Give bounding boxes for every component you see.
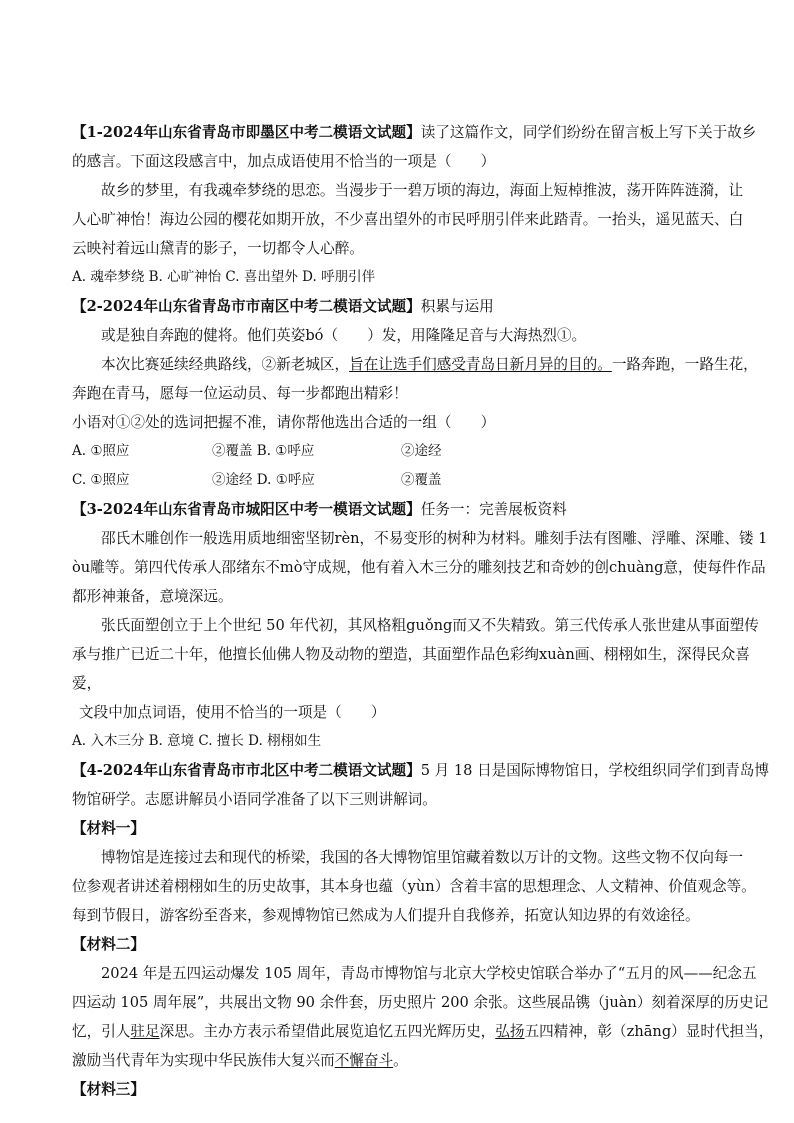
q3-options: A. 入木三分 B. 意境 C. 擅长 D. 栩栩如生 xyxy=(72,733,322,749)
q1-intro-2: 的感言。下面这段感言中，加点成语使用不恰当的一项是（ ） xyxy=(72,153,496,170)
underlined-zhuzu: 驻足 xyxy=(130,1023,160,1040)
material-2-para-3: 忆，引人驻足深思。主办方表示希望借此展览追忆五四光辉历史，弘扬五四精神，彰（zhāng）显时代担当， xyxy=(72,1023,774,1040)
q2-intro: 积累与运用 xyxy=(420,298,494,315)
document-page xyxy=(72,118,774,1104)
q3-para-3: 都形神兼备，意境深远。 xyxy=(72,588,233,605)
q4-line-1 xyxy=(72,756,769,785)
q2-option-b2: ②途经 xyxy=(401,443,442,459)
q2-option-c: C. ①照应 xyxy=(72,472,130,488)
q1-options: A. 魂牵梦绕 B. 心旷神怡 C. 喜出望外 D. 呼朋引伴 xyxy=(72,269,376,285)
q3-para-6: 爱， xyxy=(72,675,102,692)
q2-para-3: 奔跑在青马，愿每一位运动员、每一步都跑出精彩！ xyxy=(72,385,408,402)
material-1-para-1: 博物馆是连接过去和现代的桥梁，我国的各大博物馆里馆藏着数以万计的文物。这些文物不仅向每一 xyxy=(101,849,744,866)
q3-para-4: 张氏面塑创立于上个世纪 50 年代初，其风格粗guǒng而又不失精致。第三代传承人张世建从事面塑传 xyxy=(101,617,759,634)
q2-options-ab xyxy=(72,437,722,466)
material-1-title: 【材料一】 xyxy=(72,820,145,837)
q2-header: 【2-2024年山东省青岛市市南区中考二模语文试题】 xyxy=(72,298,421,315)
q2-question: 小语对①②处的选词把握不准，请你帮他选出合适的一组（ ） xyxy=(72,414,496,431)
q2-para-2a: 本次比赛延续经典路线，②新老城区， xyxy=(101,356,350,373)
underlined-buxiefendou: 不懈奋斗 xyxy=(334,1052,394,1069)
material-1-para-2: 位参观者讲述着栩栩如生的历史故事，其本身也蕴（yùn）含着丰富的思想理念、人文精神、价值观念等。 xyxy=(72,878,756,895)
q2-para-1: 或是独自奔跑的健将。他们英姿bó（ ）发，用隆隆足音与大海热烈①。 xyxy=(101,327,587,344)
q2-option-c2-d: ②途经 D. ①呼应 xyxy=(212,472,315,488)
material-2-title: 【材料二】 xyxy=(72,936,145,953)
q1-line-1 xyxy=(72,118,757,147)
q1-para-1: 故乡的梦里，有我魂牵梦绕的思恋。当漫步于一碧万顷的海边，海面上短棹推波，荡开阵阵涟漪，让 xyxy=(101,182,744,199)
q2-para-2b: 一路奔跑，一路生花， xyxy=(611,356,758,373)
q2-underlined-sentence: 旨在让选手们感受青岛日新月异的目的。 xyxy=(349,356,612,373)
q3-para-1: 邵氏木雕创作一般选用质地细密坚韧rèn，不易变形的树种为材料。雕刻手法有图雕、浮雕、深雕、镂 1 xyxy=(101,530,768,547)
q2-option-d2: ②覆盖 xyxy=(401,472,442,488)
material-2-para-1: 2024 年是五四运动爆发 105 周年，青岛市博物馆与北京大学校史馆联合举办了“五月的风——纪念五 xyxy=(101,965,757,982)
q3-question: 文段中加点词语，使用不恰当的一项是（ ） xyxy=(79,704,386,721)
q2-para-2 xyxy=(72,350,758,379)
q3-line-1 xyxy=(72,495,722,524)
q1-para-3: 云映衬着远山黛青的影子，一切都令人心醉。 xyxy=(72,240,364,257)
q4-header: 【4-2024年山东省青岛市市北区中考二模语文试题】 xyxy=(72,762,421,779)
q1-intro-1: 读了这篇作文，同学们纷纷在留言板上写下关于故乡 xyxy=(420,124,757,141)
q4-intro-1: 5 月 18 日是国际博物馆日，学校组织同学们到青岛博 xyxy=(420,762,769,779)
material-2-para-2: 四运动 105 周年展”，共展出文物 90 余件套，历史照片 200 余张。这些展品镌（juàn）刻着深厚的历史记 xyxy=(72,994,769,1011)
q3-intro: 任务一：完善展板资料 xyxy=(420,501,567,518)
q4-intro-2: 物馆研学。志愿讲解员小语同学准备了以下三则讲解词。 xyxy=(72,791,437,808)
q1-header: 【1-2024年山东省青岛市即墨区中考二模语文试题】 xyxy=(72,124,421,141)
material-3-title: 【材料三】 xyxy=(72,1081,145,1098)
q3-para-2: òu雕等。第四代传承人邵绪东不mò守成规，他有着入木三分的雕刻技艺和奇妙的创chuàng意，使每件作品 xyxy=(72,559,766,576)
q3-header: 【3-2024年山东省青岛市城阳区中考一模语文试题】 xyxy=(72,501,421,518)
underlined-hongyang: 弘扬 xyxy=(495,1023,525,1040)
q1-para-2: 人心旷神怡！海边公园的樱花如期开放，不少喜出望外的市民呼朋引伴来此踏青。一抬头，遥见蓝天、白 xyxy=(72,211,744,228)
material-1-para-3: 每到节假日，游客纷至沓来，参观博物馆已然成为人们提升自我修养，拓宽认知边界的有效途径。 xyxy=(72,907,700,924)
q2-option-a2-b: ②覆盖 B. ①呼应 xyxy=(212,443,315,459)
q2-option-a: A. ①照应 xyxy=(72,443,130,459)
q3-para-5: 承与推广已近二十年，他擅长仙佛人物及动物的塑造，其面塑作品色彩绚xuàn画、栩栩如生，深得民众喜 xyxy=(72,646,750,663)
q2-line-1 xyxy=(72,292,722,321)
q2-options-cd xyxy=(72,466,722,495)
material-2-para-4: 激励当代青年为实现中华民族伟大复兴而不懈奋斗。 xyxy=(72,1052,408,1069)
